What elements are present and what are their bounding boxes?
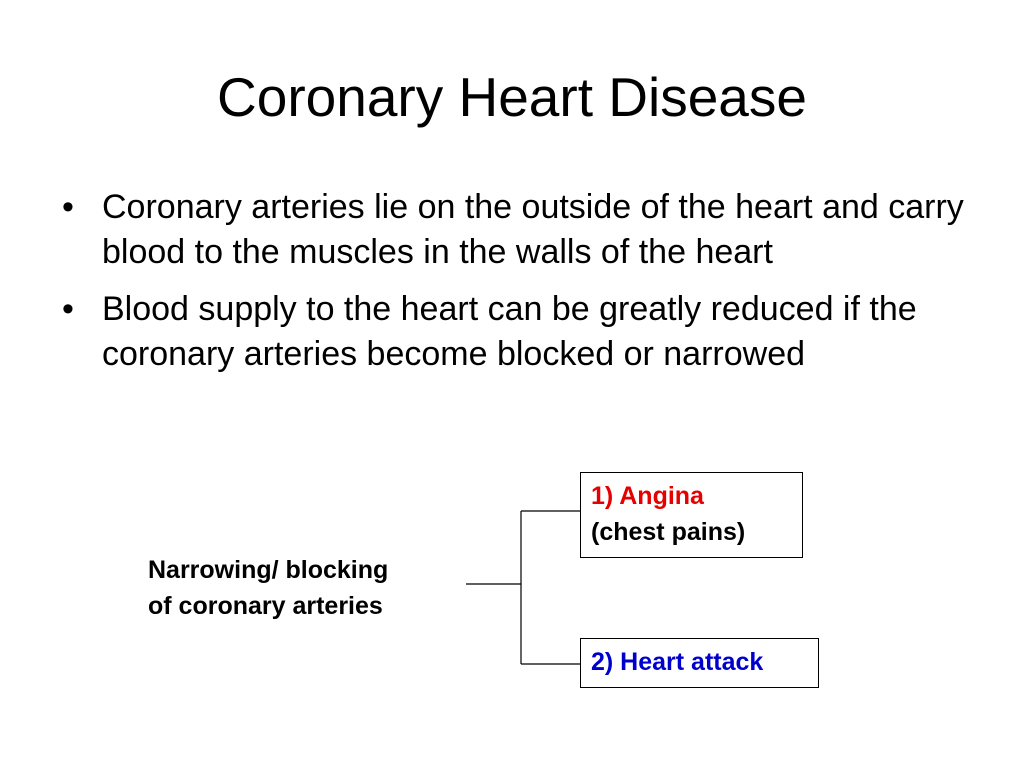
- bullet-text: Coronary arteries lie on the outside of the heart and carry blood to the muscles in the walls of the heart: [102, 188, 964, 271]
- angina-description: (chest pains): [591, 518, 746, 546]
- cause-label-line2: of coronary arteries: [148, 592, 383, 620]
- cause-label: [148, 552, 468, 624]
- bullet-marker: •: [62, 188, 74, 226]
- bullet-text: Blood supply to the heart can be greatly reduced if the coronary arteries become blocked or narrowed: [102, 290, 917, 373]
- angina-box: [580, 472, 803, 558]
- bullet-marker: •: [62, 290, 74, 328]
- heart-attack-label: 2) Heart attack: [591, 648, 764, 676]
- heart-attack-box: [580, 638, 819, 688]
- angina-label: 1) Angina: [591, 482, 704, 510]
- cause-label-line1: Narrowing/ blocking: [148, 556, 389, 584]
- slide-title: Coronary Heart Disease: [217, 66, 807, 128]
